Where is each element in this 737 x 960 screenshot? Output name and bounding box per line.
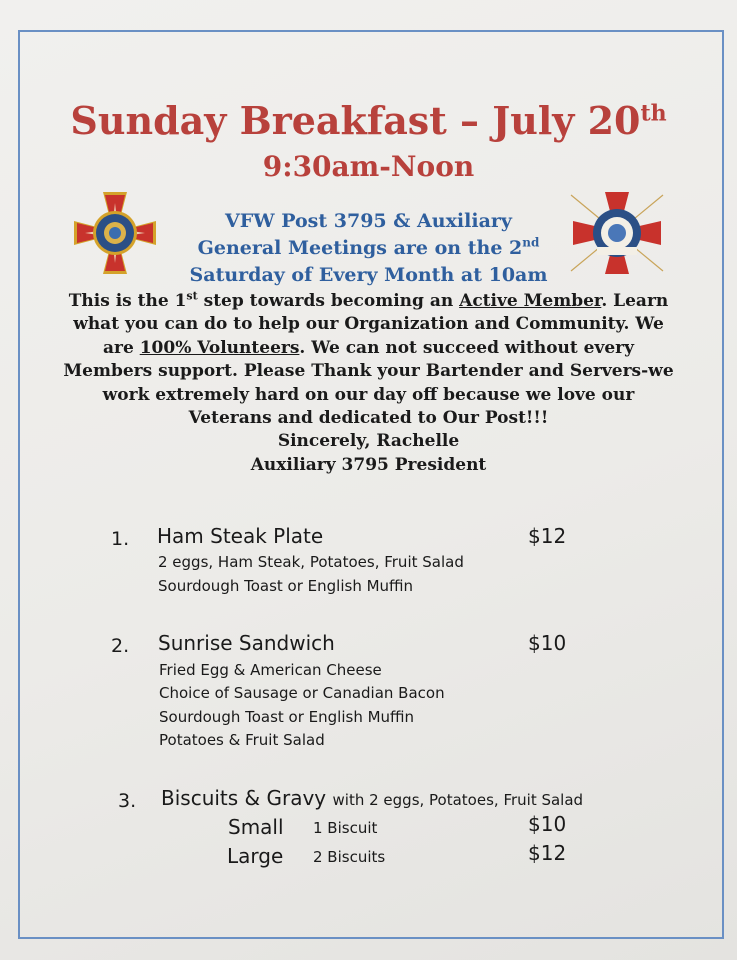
signature-text: Auxiliary 3795 President [250, 454, 487, 475]
menu-item-3-number: 3. [118, 790, 137, 812]
menu-item-2-detail-3: Sourdough Toast or English Muffin [159, 708, 415, 726]
menu-item-1-detail-2: Sourdough Toast or English Muffin [158, 577, 414, 595]
menu-item-3-size-large-desc: 2 Biscuits [313, 848, 386, 866]
menu-item-2-name: Sunrise Sandwich [158, 631, 335, 655]
menu-item-1-detail-1: 2 eggs, Ham Steak, Potatoes, Fruit Salad [158, 553, 464, 571]
menu-item-3-size-small: Small [228, 815, 284, 839]
title-suffix: th [640, 100, 667, 127]
menu-item-2-number: 2. [111, 635, 130, 657]
meeting-line-2-text: General Meetings are on the 2 [197, 237, 523, 259]
message-p1d: . We can not succeed without every Members support. Please Thank your Bartender and Servers-we work extremely hard on our day off because we love our Veterans and dedicated to Our Post!!! [63, 337, 674, 429]
menu-item-2-detail-2: Choice of Sausage or Canadian Bacon [159, 684, 445, 702]
title-text: Sunday Breakfast – July 20 [70, 98, 641, 143]
message-p1b: step towards becoming an [197, 291, 460, 311]
menu-item-2-detail-1: Fried Egg & American Cheese [159, 661, 382, 679]
menu-item-3-name: Biscuits & Gravy [161, 786, 327, 810]
menu-item-2-detail-4: Potatoes & Fruit Salad [159, 731, 325, 749]
message-p1a: This is the 1 [68, 291, 187, 311]
menu-item-3-size-large: Large [227, 844, 284, 868]
meeting-line-2 [0, 236, 737, 261]
meeting-line-3: Saturday of Every Month at 10am [189, 264, 548, 286]
event-time: 9:30am-Noon [262, 150, 475, 183]
menu-item-3-inline-detail: with 2 eggs, Potatoes, Fruit Salad [332, 791, 584, 809]
message-p1c: . Learn what you can do to help our Organization and Community. We are [73, 291, 669, 358]
menu-item-1-number: 1. [111, 528, 130, 550]
volunteers-text: 100% Volunteers [139, 337, 300, 358]
message-p1-sup: st [186, 289, 198, 303]
menu-item-2-price: $10 [528, 631, 567, 655]
menu-item-3-size-small-desc: 1 Biscuit [313, 819, 378, 837]
meeting-line-2-suffix: nd [522, 235, 540, 250]
menu-item-3-header [161, 786, 583, 810]
menu-item-1-name: Ham Steak Plate [157, 524, 324, 548]
menu-item-1-price: $12 [528, 524, 567, 548]
meeting-line-1: VFW Post 3795 & Auxiliary [225, 210, 512, 232]
signoff-text: Sincerely, Rachelle [277, 431, 460, 452]
menu-item-3-size-small-price: $10 [528, 812, 567, 836]
active-member-text: Active Member [459, 291, 602, 311]
page-title [0, 98, 737, 144]
menu-item-3-size-large-price: $12 [528, 841, 567, 865]
message-body [60, 290, 677, 477]
